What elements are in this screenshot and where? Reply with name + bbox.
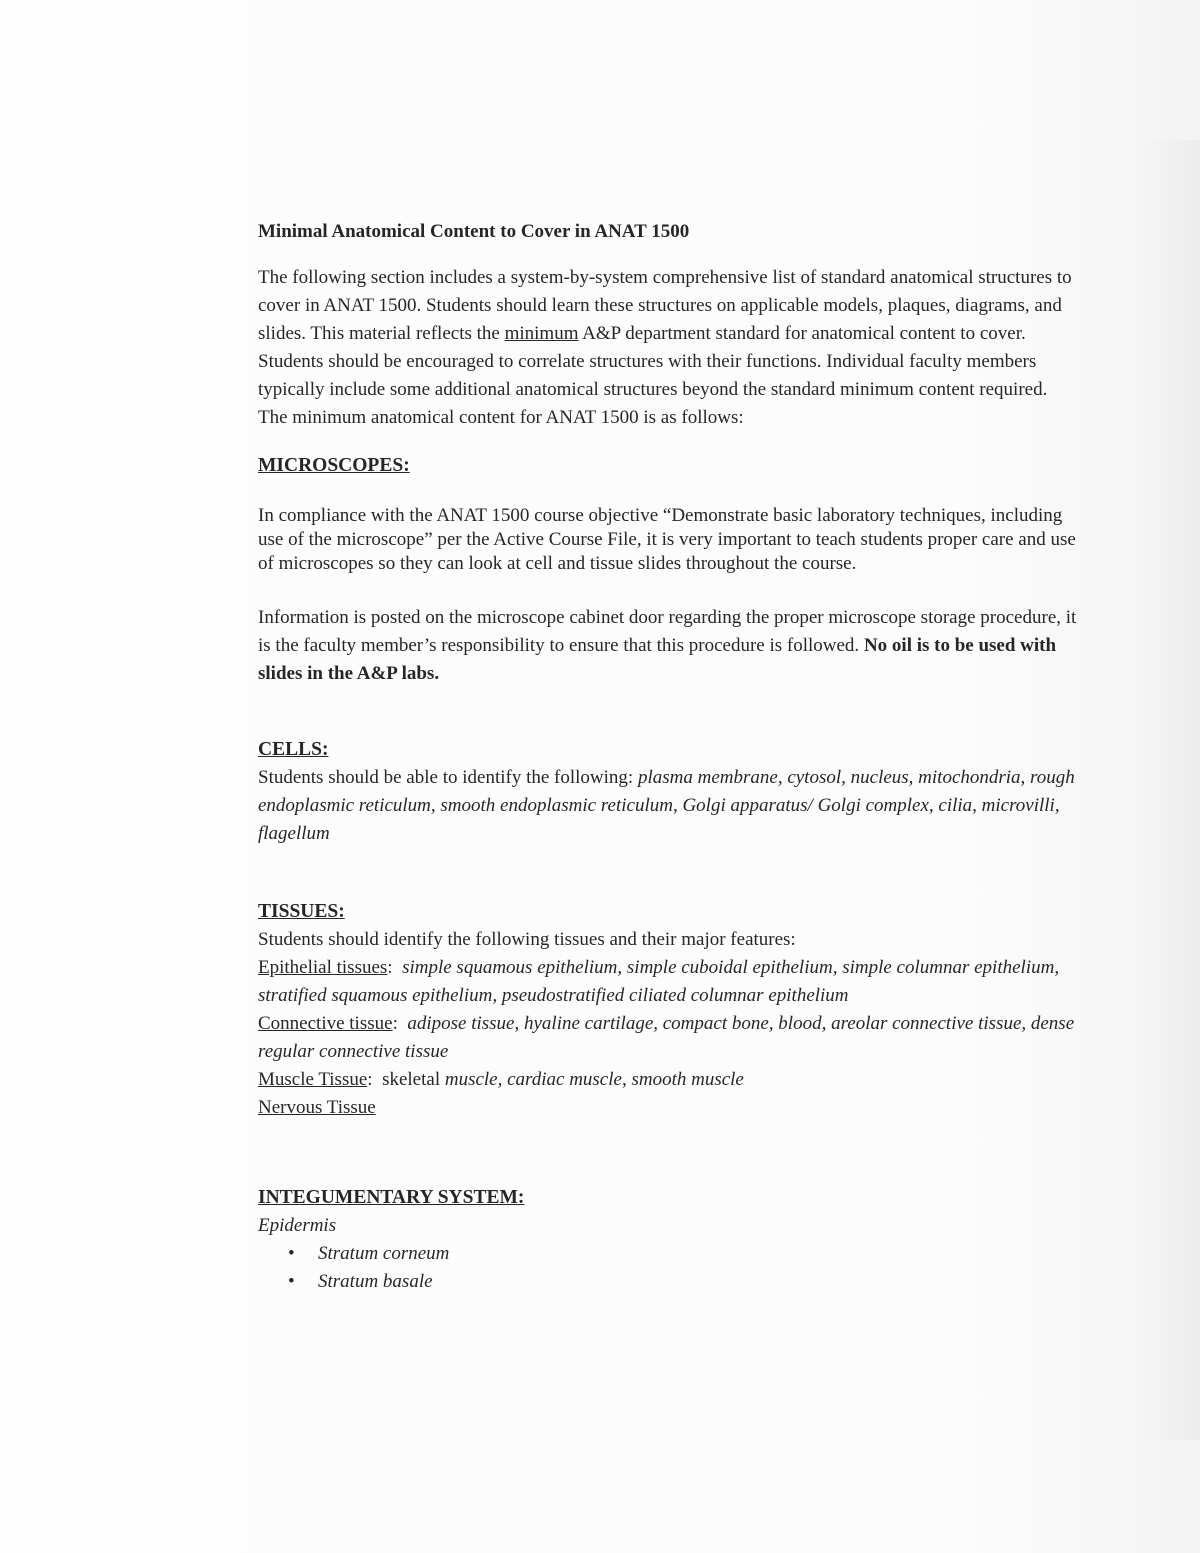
epithelial-label: Epithelial tissues: [258, 957, 388, 978]
connective-colon: :: [392, 1013, 398, 1034]
tissues-heading-text: TISSUES: [258, 901, 339, 922]
cells-heading-text: CELLS: [258, 739, 322, 760]
microscopes-heading-text: MICROSCOPES: [258, 455, 404, 476]
muscle-label: Muscle Tissue: [258, 1069, 368, 1090]
integumentary-heading-colon: :: [517, 1187, 525, 1208]
tissues-heading: [258, 898, 1078, 926]
microscopes-heading: [258, 452, 1078, 480]
nervous-label: Nervous Tissue: [258, 1097, 376, 1118]
tissues-heading-colon: :: [338, 901, 345, 922]
intro-text-1: The following section includes a system-by-system comprehensive list of standard anatomical structures to cover in ANAT 1500. Students should learn these structures on applicable models, plaques, diagrams, and slides. This material reflects the: [258, 267, 1072, 344]
integumentary-heading: [258, 1184, 1078, 1212]
list-item: • Stratum corneum: [288, 1240, 1078, 1268]
epidermis-layer-list: [258, 1240, 1078, 1296]
microscopes-oil-warning: No oil is to be used with slides in the A&P labs.: [258, 635, 1057, 684]
intro-paragraph: [258, 264, 1078, 432]
document-title: Minimal Anatomical Content to Cover in ANAT 1500: [258, 221, 690, 242]
list-item: • Stratum basale: [288, 1268, 1078, 1296]
connective-label: Connective tissue: [258, 1013, 393, 1034]
microscopes-heading-colon: :: [403, 455, 410, 476]
document-body: [258, 218, 1078, 1296]
epithelial-items: simple squamous epithelium, simple cuboidal epithelium, simple columnar epithelium, stratified squamous epithelium, pseudostratified ciliated columnar epithelium: [258, 957, 1060, 1006]
muscle-items-plain: skeletal: [382, 1069, 441, 1090]
tissues-lead: Students should identify the following tissues and their major features:: [258, 929, 796, 950]
microscopes-paragraph-1: In compliance with the ANAT 1500 course objective “Demonstrate basic laboratory techniques, including use of the microscope” per the Active Course File, it is very important to teach students proper care and use of microscopes so they can look at cell and tissue slides throughout the course.: [258, 505, 1076, 574]
epidermis-subheading: Epidermis: [258, 1215, 337, 1236]
connective-items: adipose tissue, hyaline cartilage, compact bone, blood, areolar connective tissue, dense regular connective tissue: [258, 1013, 1075, 1062]
muscle-colon: :: [367, 1069, 373, 1090]
cells-paragraph: [258, 764, 1078, 848]
epithelial-tissues-line: [258, 954, 1078, 1010]
muscle-tissue-line: [258, 1066, 1078, 1094]
cells-items: plasma membrane, cytosol, nucleus, mitochondria, rough endoplasmic reticulum, smooth endoplasmic reticulum, Golgi apparatus/ Golgi complex, cilia, microvilli, flagellum: [258, 767, 1075, 844]
microscopes-paragraph-2: [258, 604, 1078, 688]
intro-underlined-word: minimum: [504, 323, 579, 344]
scan-edge-shadow: [1140, 140, 1200, 1440]
intro-text-2: A&P department standard for anatomical content to cover. Students should be encouraged to correlate structures with their functions. Individual faculty members typically include some additional anatomical structures beyond the standard minimum content required. The minimum anatomical content for ANAT 1500 is as follows:: [258, 323, 1048, 428]
microscopes-paragraph-2-text: Information is posted on the microscope cabinet door regarding the proper microscope storage procedure, it is the faculty member’s responsibility to ensure that this procedure is followed.: [258, 607, 1077, 656]
muscle-items: muscle, cardiac muscle, smooth muscle: [440, 1069, 744, 1090]
connective-tissue-line: [258, 1010, 1078, 1066]
epithelial-colon: :: [387, 957, 393, 978]
cells-heading-colon: :: [321, 739, 329, 760]
integumentary-heading-text: INTEGUMENTARY SYSTEM: [258, 1187, 518, 1208]
cells-heading: [258, 736, 1078, 764]
nervous-tissue-line: [258, 1094, 1078, 1122]
cells-lead: Students should be able to identify the following:: [258, 767, 638, 788]
